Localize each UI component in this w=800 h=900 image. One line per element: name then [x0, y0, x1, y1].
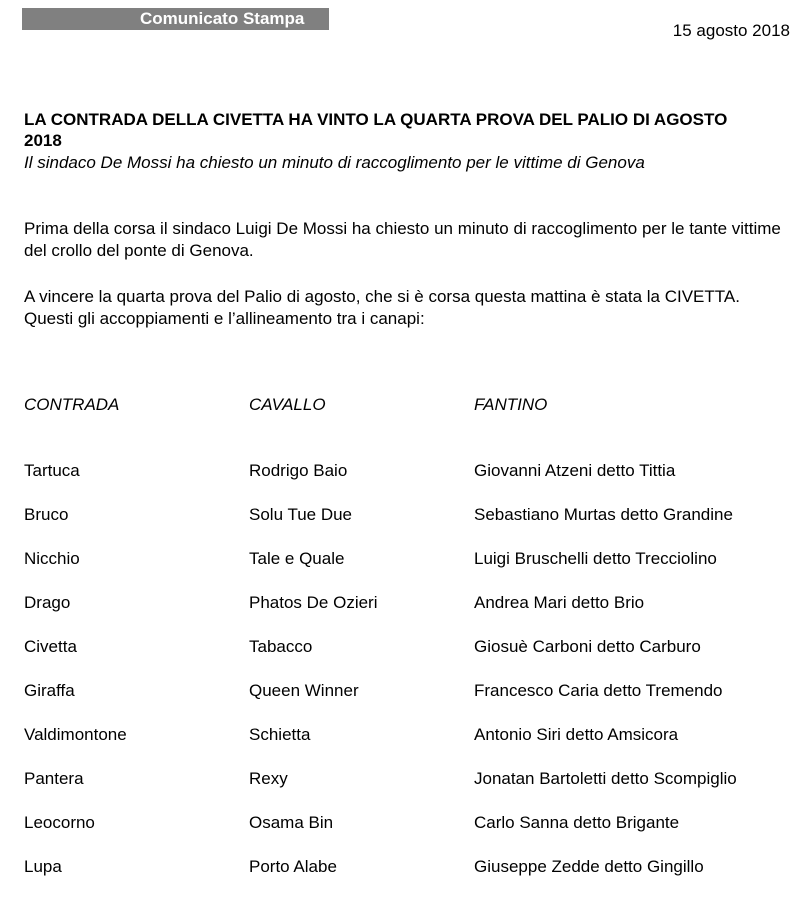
- cavallo-cell: Solu Tue Due: [249, 505, 353, 524]
- table-row: [24, 680, 794, 724]
- subtitle: Il sindaco De Mossi ha chiesto un minuto di raccoglimento per le vittime di Genova: [24, 153, 645, 172]
- cavallo-cell: Osama Bin: [249, 813, 334, 832]
- table-row: [24, 768, 794, 812]
- contrada-cell: Nicchio: [24, 549, 80, 568]
- fantino-cell: Giuseppe Zedde detto Gingillo: [474, 857, 704, 876]
- contrada-cell: Leocorno: [24, 813, 95, 832]
- cavallo-cell: Rodrigo Baio: [249, 461, 348, 480]
- fantino-cell: Sebastiano Murtas detto Grandine: [474, 505, 733, 524]
- contrada-cell: Civetta: [24, 637, 77, 656]
- table-row: [24, 636, 794, 680]
- contrada-cell: Valdimontone: [24, 725, 127, 744]
- fantino-cell: Antonio Siri detto Amsicora: [474, 725, 679, 744]
- table-row: [24, 592, 794, 636]
- table-row: [24, 504, 794, 548]
- fantino-cell: Andrea Mari detto Brio: [474, 593, 645, 612]
- fantino-cell: Jonatan Bartoletti detto Scompiglio: [474, 769, 737, 788]
- fantino-cell: Carlo Sanna detto Brigante: [474, 813, 680, 832]
- header-cavallo: CAVALLO: [249, 395, 326, 414]
- cavallo-cell: Tabacco: [249, 637, 313, 656]
- paragraph-intro: Prima della corsa il sindaco Luigi De Mossi ha chiesto un minuto di raccoglimento per le tante vittime del crollo del ponte di Genova.: [24, 219, 781, 260]
- release-date: 15 agosto 2018: [672, 21, 790, 40]
- fantino-cell: Luigi Bruschelli detto Trecciolino: [474, 549, 717, 568]
- cavallo-cell: Phatos De Ozieri: [249, 593, 378, 612]
- contrada-cell: Drago: [24, 593, 71, 612]
- paragraph-winner: A vincere la quarta prova del Palio di agosto, che si è corsa questa mattina è stata la CIVETTA. Questi gli accoppiamenti e l’allineamento tra i canapi:: [24, 287, 740, 328]
- fantino-cell: Giosuè Carboni detto Carburo: [474, 637, 701, 656]
- contrada-cell: Lupa: [24, 857, 62, 876]
- banner-label: Comunicato Stampa: [140, 9, 305, 28]
- header-fantino: FANTINO: [474, 395, 548, 414]
- cavallo-cell: Schietta: [249, 725, 311, 744]
- headline: LA CONTRADA DELLA CIVETTA HA VINTO LA QUARTA PROVA DEL PALIO DI AGOSTO 2018: [24, 110, 728, 150]
- cavallo-cell: Rexy: [249, 769, 288, 788]
- press-release-banner: [22, 8, 329, 30]
- cavallo-cell: Queen Winner: [249, 681, 359, 700]
- cavallo-cell: Tale e Quale: [249, 549, 345, 568]
- cavallo-cell: Porto Alabe: [249, 857, 337, 876]
- table-row: [24, 856, 794, 900]
- table-row: [24, 724, 794, 768]
- table-header-row: [24, 394, 794, 460]
- table-row: [24, 460, 794, 504]
- lineup-table: [24, 394, 794, 900]
- table-row: [24, 812, 794, 856]
- table-row: [24, 548, 794, 592]
- fantino-cell: Francesco Caria detto Tremendo: [474, 681, 723, 700]
- contrada-cell: Tartuca: [24, 461, 80, 480]
- contrada-cell: Pantera: [24, 769, 84, 788]
- fantino-cell: Giovanni Atzeni detto Tittia: [474, 461, 676, 480]
- header-contrada: CONTRADA: [24, 395, 120, 414]
- contrada-cell: Giraffa: [24, 681, 75, 700]
- contrada-cell: Bruco: [24, 505, 69, 524]
